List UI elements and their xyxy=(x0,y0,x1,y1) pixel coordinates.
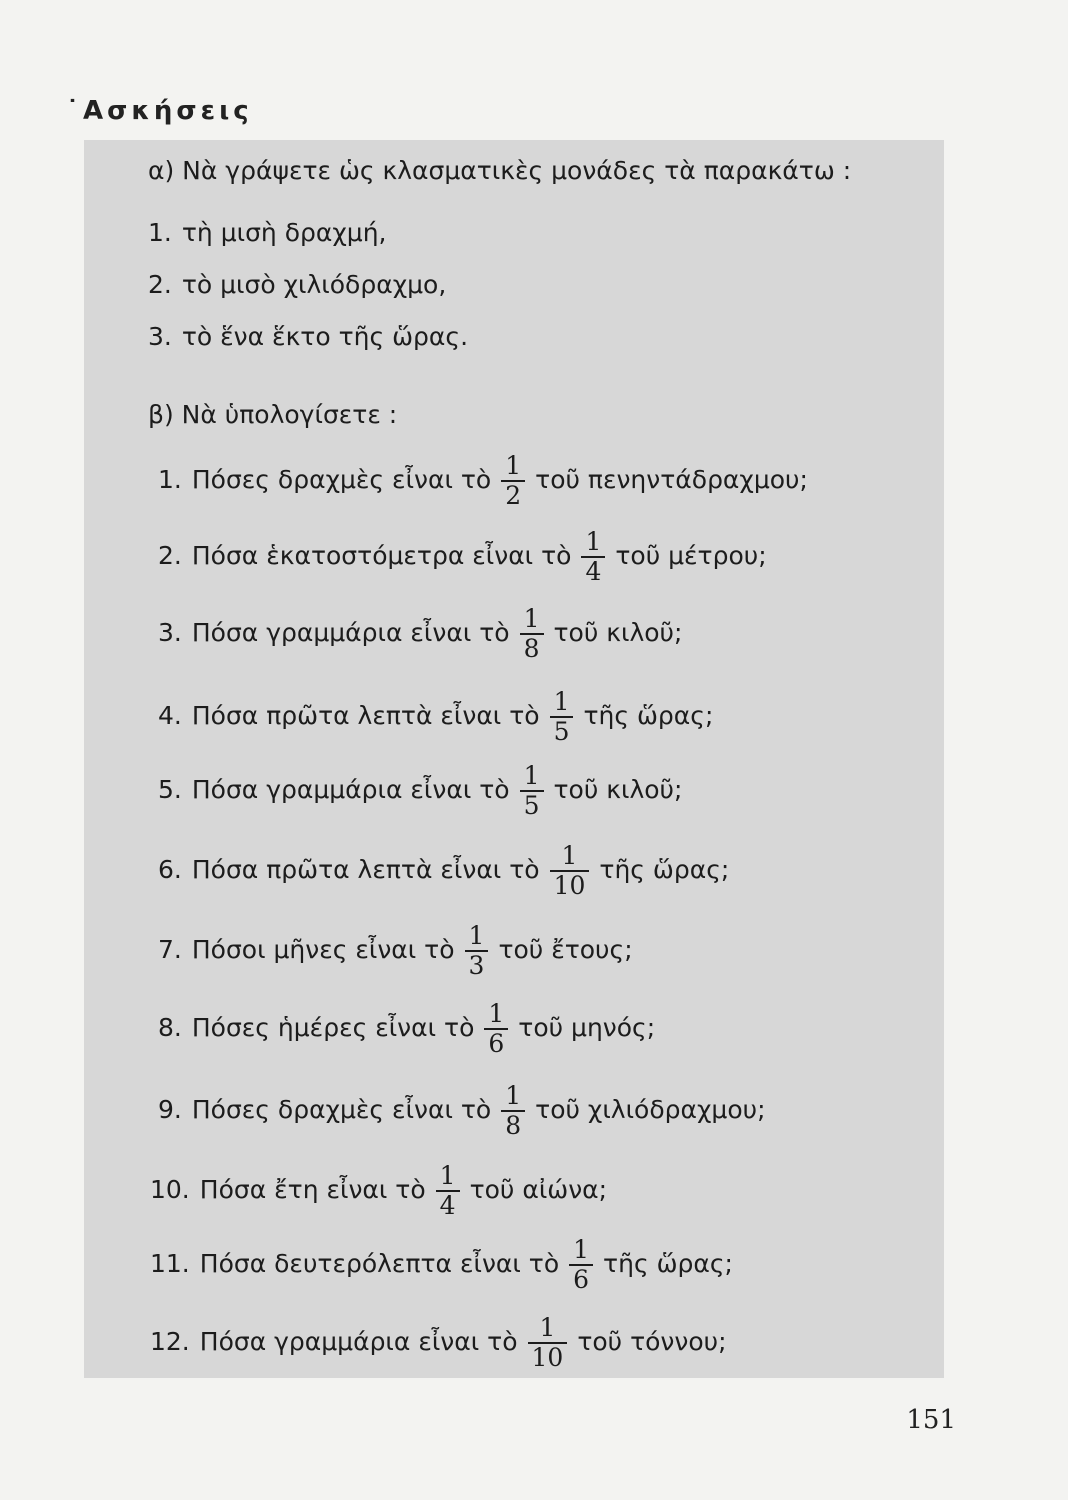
item-text-before: Πόσα γραμμάρια εἶναι τὸ xyxy=(191,775,510,804)
item-number: 3. xyxy=(148,322,172,351)
fraction-numerator: 1 xyxy=(439,1161,456,1190)
section-b-label: β) Νὰ ὑπολογίσετε : xyxy=(148,400,398,429)
item-number: 4. xyxy=(158,701,182,730)
fraction-denominator: 6 xyxy=(484,1028,508,1058)
item-number: 2. xyxy=(158,541,182,570)
item-text-before: Πόσες δραχμὲς εἶναι τὸ xyxy=(191,1095,492,1124)
fraction xyxy=(550,688,574,746)
item-text-after: τοῦ αἰώνα; xyxy=(469,1175,608,1204)
list-item xyxy=(158,605,682,663)
item-text-before: Πόσες δραχμὲς εἶναι τὸ xyxy=(191,465,492,494)
fraction-numerator: 1 xyxy=(468,921,485,950)
fraction-denominator: 4 xyxy=(581,556,605,586)
item-text-after: τοῦ μέτρου; xyxy=(615,541,767,570)
item-number: 10. xyxy=(150,1175,190,1204)
fraction xyxy=(501,1082,525,1140)
item-number: 7. xyxy=(158,935,182,964)
fraction-numerator: 1 xyxy=(523,604,540,633)
item-number: 5. xyxy=(158,775,182,804)
list-item xyxy=(158,1082,766,1140)
fraction-numerator: 1 xyxy=(561,841,578,870)
fraction-numerator: 1 xyxy=(523,761,540,790)
fraction-numerator: 1 xyxy=(585,527,602,556)
fraction xyxy=(484,1000,508,1058)
item-number: 1. xyxy=(148,218,172,247)
list-item xyxy=(158,1000,655,1058)
section-a-label: α) Νὰ γράψετε ὡς κλασματικὲς μονάδες τὰ παρακάτω : xyxy=(148,156,852,185)
fraction-denominator: 10 xyxy=(528,1342,568,1372)
fraction xyxy=(501,452,525,510)
fraction-numerator: 1 xyxy=(505,451,522,480)
item-text: τὸ μισὸ χιλιόδραχμο, xyxy=(181,270,447,299)
list-item xyxy=(148,322,468,352)
item-text-before: Πόσα γραμμάρια εἶναι τὸ xyxy=(191,618,510,647)
item-number: 12. xyxy=(150,1327,190,1356)
item-text-before: Πόσες ἡμέρες εἶναι τὸ xyxy=(191,1013,475,1042)
fraction-denominator: 8 xyxy=(501,1110,525,1140)
item-text-after: τοῦ κιλοῦ; xyxy=(553,775,683,804)
item-text-before: Πόσοι μῆνες εἶναι τὸ xyxy=(191,935,455,964)
item-text-before: Πόσα ἑκατοστόμετρα εἶναι τὸ xyxy=(191,541,572,570)
fraction-denominator: 4 xyxy=(436,1190,460,1220)
fraction xyxy=(520,762,544,820)
fraction xyxy=(436,1162,460,1220)
fraction-denominator: 5 xyxy=(520,790,544,820)
fraction-denominator: 6 xyxy=(569,1264,593,1294)
fraction-numerator: 1 xyxy=(505,1081,522,1110)
item-number: 2. xyxy=(148,270,172,299)
list-item xyxy=(158,528,767,586)
fraction xyxy=(465,922,489,980)
fraction-numerator: 1 xyxy=(553,687,570,716)
list-item xyxy=(150,1314,727,1372)
item-number: 6. xyxy=(158,855,182,884)
item-text-after: τῆς ὥρας; xyxy=(599,855,730,884)
item-text-after: τοῦ μηνός; xyxy=(518,1013,656,1042)
fraction-denominator: 8 xyxy=(520,633,544,663)
list-item xyxy=(158,688,713,746)
list-item xyxy=(148,270,446,300)
item-text-before: Πόσα γραμμάρια εἶναι τὸ xyxy=(199,1327,518,1356)
fraction-denominator: 3 xyxy=(465,950,489,980)
list-item xyxy=(158,762,682,820)
list-item xyxy=(150,1236,733,1294)
list-item xyxy=(158,452,808,510)
item-text: τὴ μισὴ δραχμή, xyxy=(181,218,387,247)
item-text-before: Πόσα πρῶτα λεπτὰ εἶναι τὸ xyxy=(191,701,540,730)
fraction-numerator: 1 xyxy=(539,1313,556,1342)
item-text-after: τῆς ὥρας; xyxy=(603,1249,733,1278)
item-text-after: τοῦ τόννου; xyxy=(577,1327,727,1356)
item-text-before: Πόσα δευτερόλεπτα εἶναι τὸ xyxy=(199,1249,560,1278)
page-heading: ˙Ασκήσεις xyxy=(66,96,253,126)
item-text: τὸ ἕνα ἕκτο τῆς ὥρας. xyxy=(181,322,469,351)
fraction xyxy=(581,528,605,586)
item-text-after: τοῦ χιλιόδραχμου; xyxy=(535,1095,766,1124)
fraction-denominator: 5 xyxy=(550,716,574,746)
item-text-after: τοῦ ἔτους; xyxy=(498,935,633,964)
fraction xyxy=(569,1236,593,1294)
fraction-numerator: 1 xyxy=(488,999,505,1028)
item-number: 8. xyxy=(158,1013,182,1042)
item-text-after: τοῦ κιλοῦ; xyxy=(553,618,683,647)
fraction-numerator: 1 xyxy=(573,1235,590,1264)
item-number: 1. xyxy=(158,465,182,494)
item-number: 9. xyxy=(158,1095,182,1124)
item-text-before: Πόσα ἔτη εἶναι τὸ xyxy=(199,1175,426,1204)
list-item xyxy=(150,1162,607,1220)
list-item xyxy=(158,842,729,900)
page-number: 151 xyxy=(906,1405,956,1435)
fraction xyxy=(520,605,544,663)
fraction-denominator: 10 xyxy=(550,870,590,900)
item-number: 3. xyxy=(158,618,182,647)
list-item xyxy=(158,922,633,980)
list-item xyxy=(148,218,387,248)
item-text-after: τῆς ὥρας; xyxy=(583,701,714,730)
item-text-before: Πόσα πρῶτα λεπτὰ εἶναι τὸ xyxy=(191,855,540,884)
fraction xyxy=(528,1314,568,1372)
item-text-after: τοῦ πενηντάδραχμου; xyxy=(535,465,808,494)
fraction-denominator: 2 xyxy=(501,480,525,510)
item-number: 11. xyxy=(150,1249,190,1278)
fraction xyxy=(550,842,590,900)
